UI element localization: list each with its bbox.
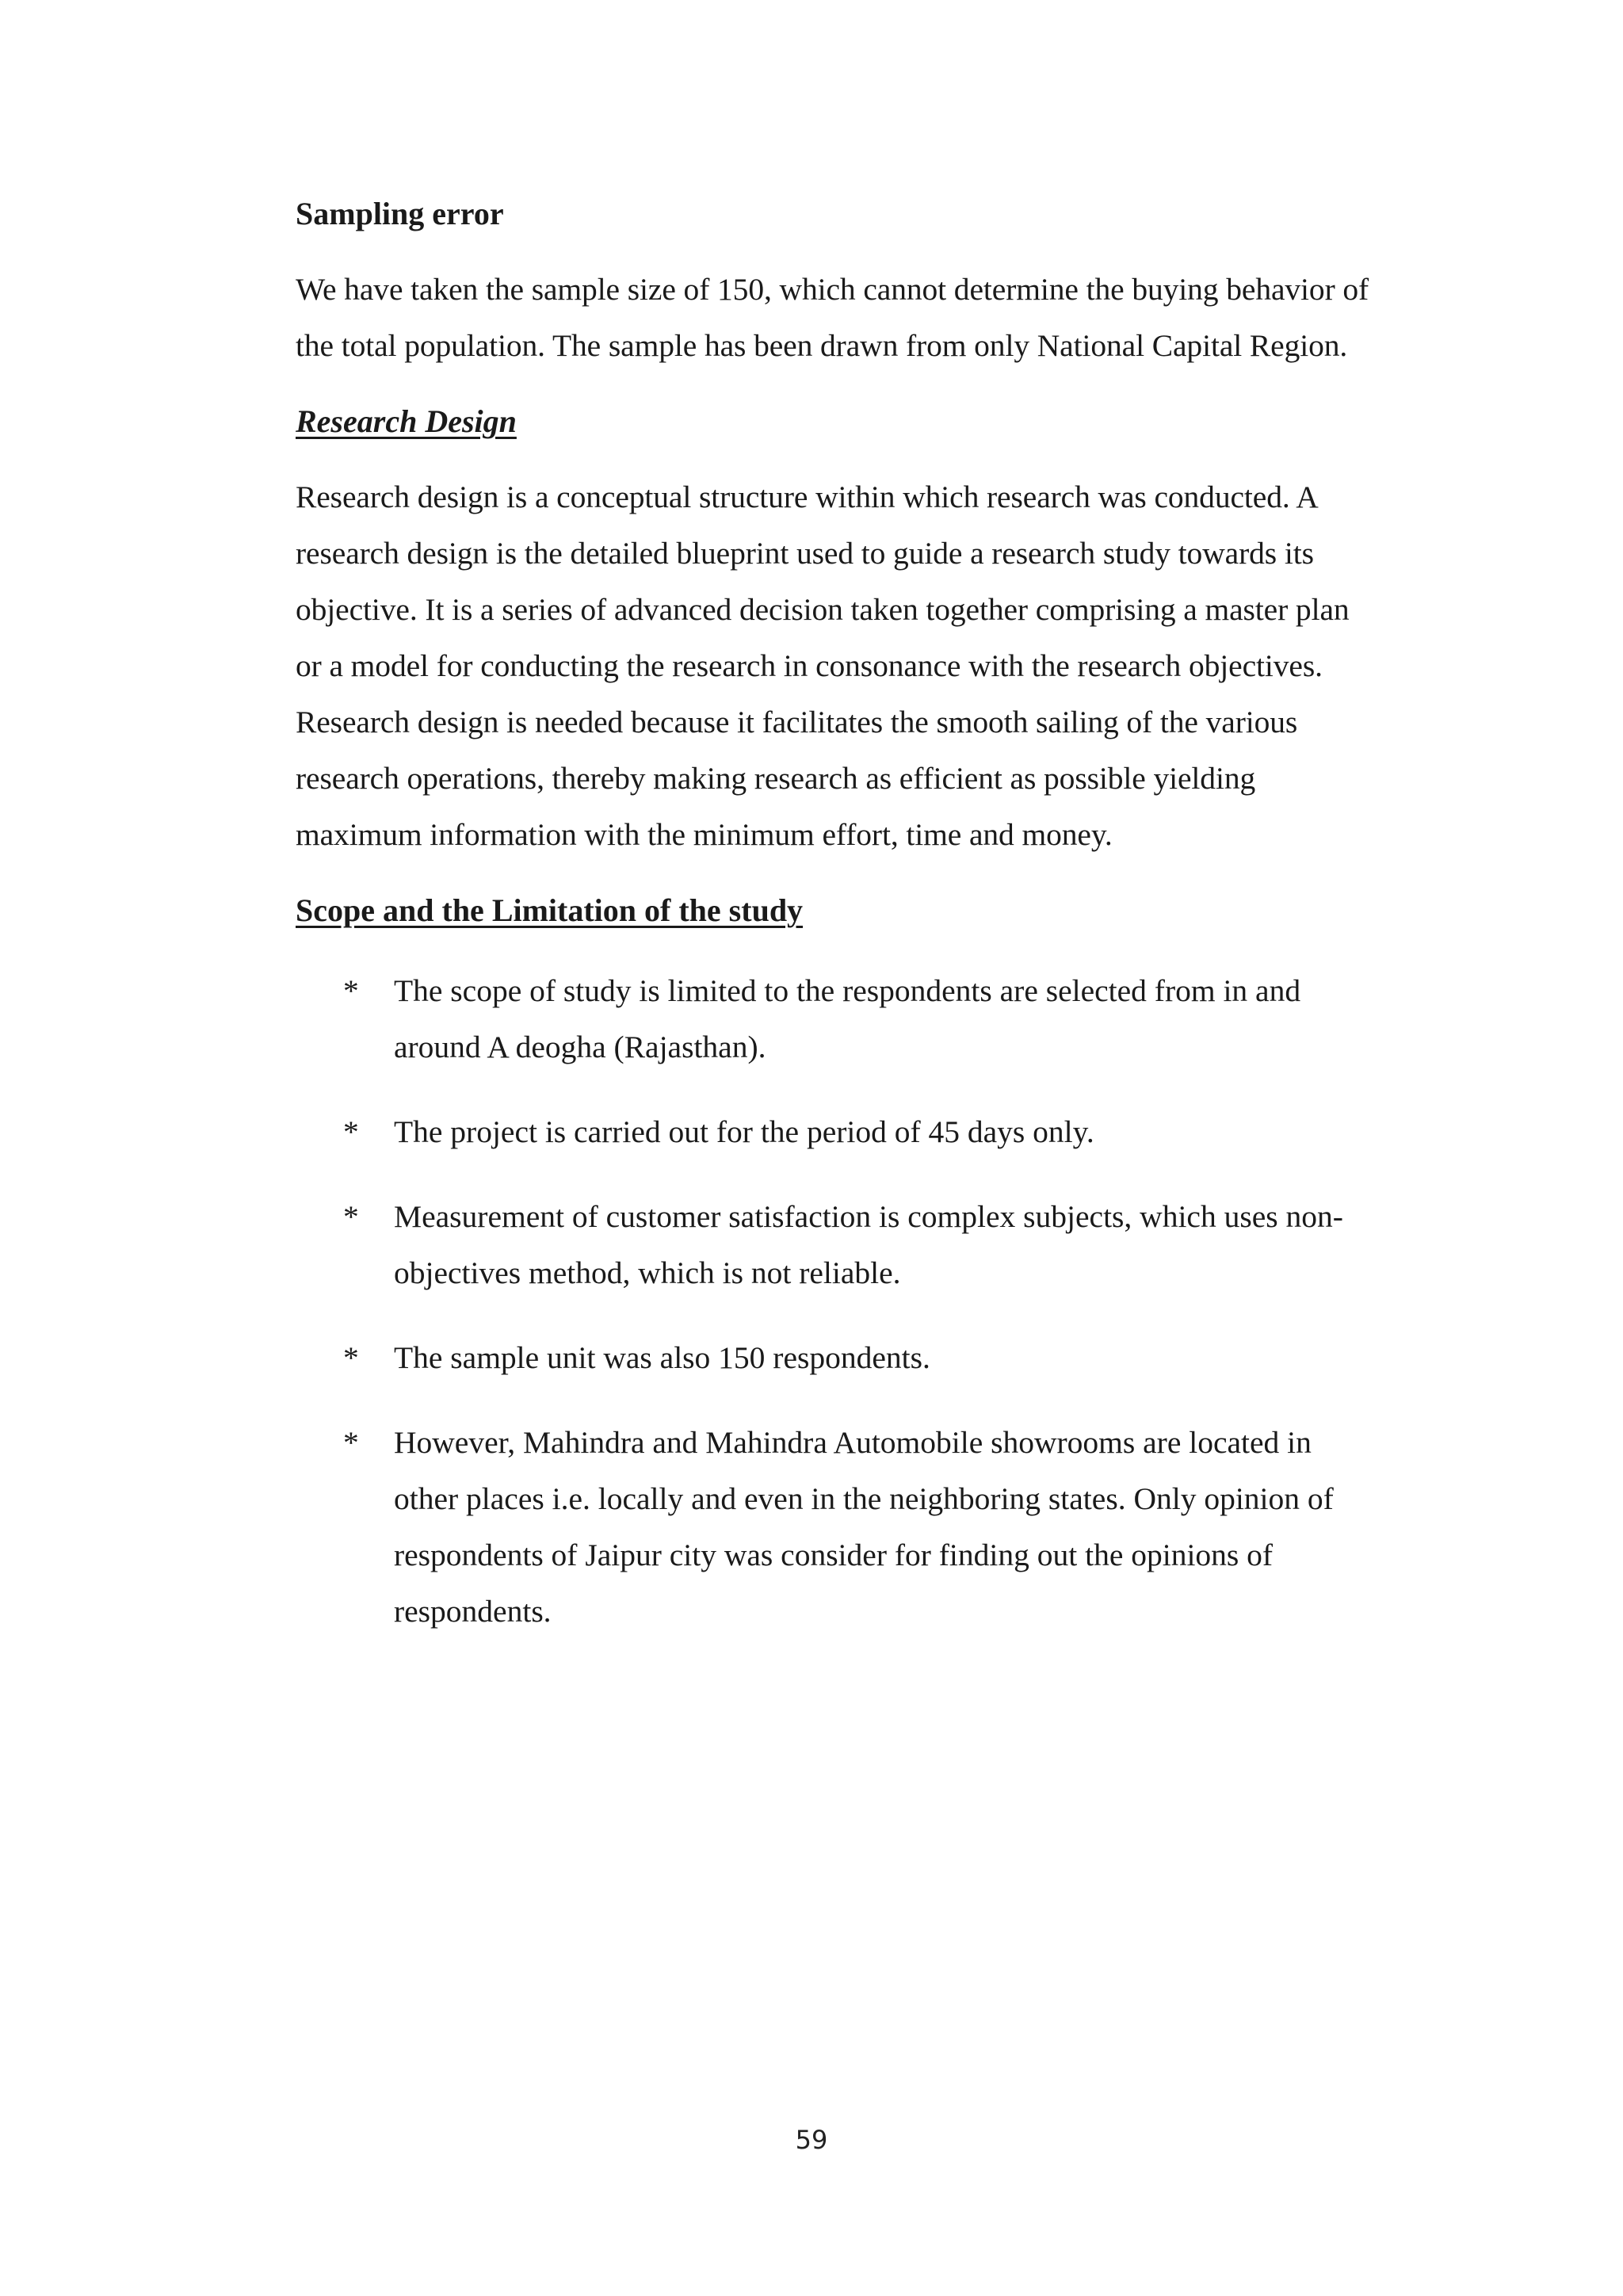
list-item [296, 1415, 1453, 1640]
asterisk-bullet-icon: * [343, 1114, 359, 1149]
asterisk-bullet-icon: * [343, 1340, 359, 1375]
list-item-line: The sample unit was also 150 respondents. [394, 1340, 930, 1375]
paragraph-line: Research design is a conceptual structure within which research was conducted. A [296, 479, 1319, 514]
list-item-line: respondents of Jaipur city was consider for finding out the opinions of [394, 1538, 1274, 1572]
list-item-line: around A deogha (Rajasthan). [394, 1030, 766, 1064]
paragraph-line: or a model for conducting the research in consonance with the research objectives. [296, 648, 1323, 683]
list-item-line: objectives method, which is not reliable. [394, 1255, 901, 1290]
paragraph-line: objective. It is a series of advanced decision taken together comprising a master plan [296, 592, 1350, 627]
list-item [296, 1189, 1453, 1301]
sampling-error-heading: Sampling error [296, 196, 504, 231]
page-content [296, 190, 1453, 1640]
sampling-error-paragraph [296, 262, 1453, 374]
list-item-line: However, Mahindra and Mahindra Automobile showrooms are located in [394, 1425, 1312, 1460]
asterisk-bullet-icon: * [343, 973, 359, 1008]
list-item-line: Measurement of customer satisfaction is complex subjects, which uses non- [394, 1199, 1343, 1234]
list-item-line: The scope of study is limited to the respondents are selected from in and [394, 973, 1301, 1008]
list-item-line: The project is carried out for the period of 45 days only. [394, 1114, 1094, 1149]
list-item [296, 1104, 1453, 1160]
list-item [296, 1330, 1453, 1386]
scope-limitation-heading: Scope and the Limitation of the study [296, 892, 804, 928]
list-item [296, 963, 1453, 1075]
paragraph-line: We have taken the sample size of 150, which cannot determine the buying behavior of [296, 272, 1369, 307]
paragraph-line: research operations, thereby making research as efficient as possible yielding [296, 761, 1256, 796]
list-item-line: respondents. [394, 1594, 552, 1629]
research-design-paragraph [296, 469, 1453, 863]
paragraph-line: Research design is needed because it facilitates the smooth sailing of the various [296, 705, 1298, 739]
scope-limitation-list [296, 963, 1453, 1640]
paragraph-line: the total population. The sample has been drawn from only National Capital Region. [296, 328, 1348, 363]
list-item-line: other places i.e. locally and even in the neighboring states. Only opinion of [394, 1481, 1334, 1516]
paragraph-line: research design is the detailed blueprint used to guide a research study towards its [296, 536, 1314, 571]
paragraph-line: maximum information with the minimum effort, time and money. [296, 817, 1113, 852]
page-number: 59 [795, 2125, 828, 2155]
asterisk-bullet-icon: * [343, 1425, 359, 1460]
asterisk-bullet-icon: * [343, 1199, 359, 1234]
research-design-heading: Research Design [296, 403, 517, 439]
